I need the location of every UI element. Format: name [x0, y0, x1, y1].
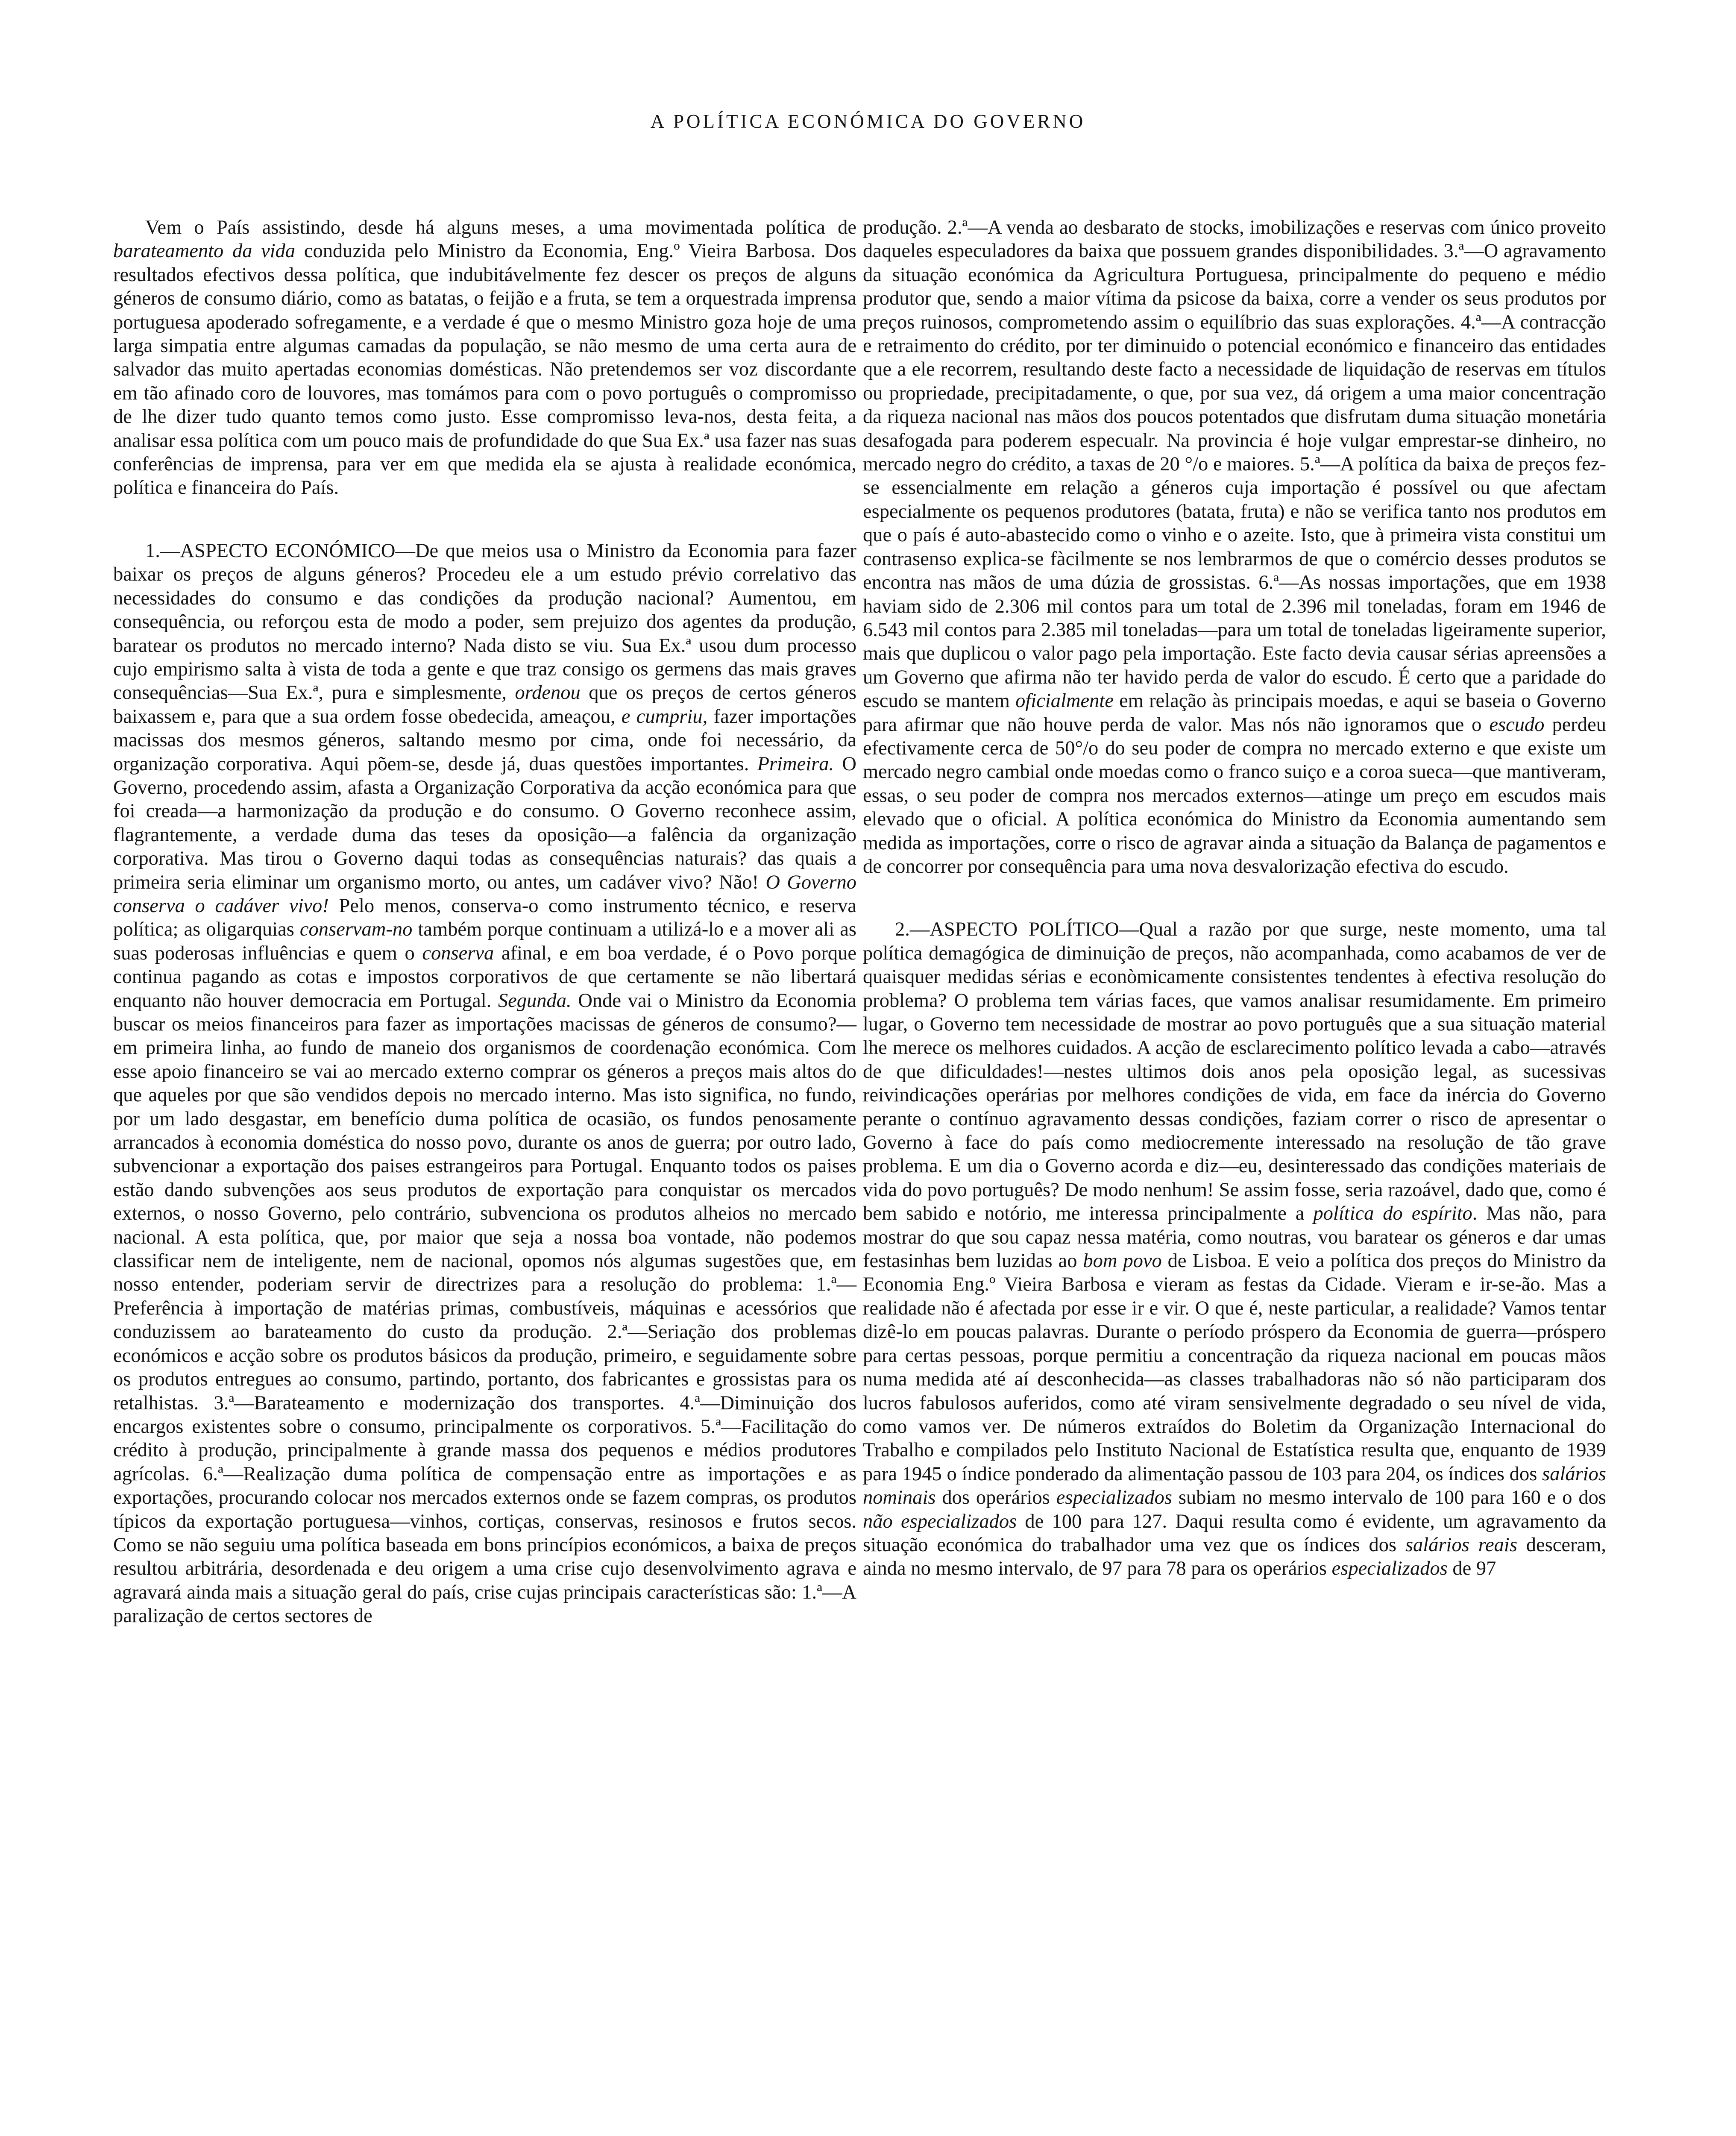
italic-text: e cumpriu — [621, 705, 703, 728]
text-run: de 97 — [1447, 1558, 1496, 1580]
italic-text: O Governo conserva o cadáver vivo! — [113, 871, 856, 917]
text-run: dos operários — [935, 1487, 1056, 1509]
paragraph-continuation — [863, 216, 1606, 878]
italic-text: especializados — [1056, 1487, 1172, 1509]
text-run: também porque continuam a utilizá-lo e a mover ali as suas poderosas influências e quem o — [113, 918, 856, 964]
italic-text: conservam-no — [299, 918, 413, 941]
text-run: Pelo menos, conserva-o como instrumento técnico, e reserva política; as oligarquias — [113, 895, 856, 941]
text-run: Onde vai o Ministro da Economia buscar os meios financeiros para fazer as importações macissas de géneros de consumo?—em primeira linha, ao fundo de maneio dos organismos de coordenação económica. Com esse apoio financeiro se vai ao mercado externo comprar os géneros a preços mais altos do que aqueles por que são vendidos depois no mercado interno. Mas isto significa, no fundo, por um lado desgastar, em benefício duma política de ocasião, os fundos penosamente arrancados à economia doméstica do nosso povo, durante os anos de guerra; por outro lado, subvencionar a exportação dos paises estrangeiros para Portugal. Enquanto todos os paises estão dando subvenções aos seus produtos de exportação para conquistar os mercados externos, o nosso Governo, pelo contrário, subvenciona os produtos alheios no mercado nacional. A esta política, que, por maior que seja a nossa boa vontade, não podemos classificar nem de inteligente, nem de nacional, opomos nós algumas sugestões que, em nosso entender, poderiam servir de directrizes para a resolução do problema: 1.ª—Preferência à importação de matérias primas, combustíveis, máquinas e acessórios que conduzissem ao barateamento do custo da produção. 2.ª—Seriação dos problemas económicos e acção sobre os produtos básicos da produção, primeiro, e seguidamente sobre os produtos entregues ao consumo, partindo, portanto, dos fabricantes e grossistas para os retalhistas. 3.ª—Barateamento e modernização dos transportes. 4.ª—Diminuição dos encargos existentes sobre o consumo, principalmente os corporativos. 5.ª—Facilitação do crédito à produção, principalmente à grande massa dos pequenos e médios produtores agrícolas. 6.ª—Realização duma política de compensação entre as importações e as exportações, procurando colocar nos mercados externos onde se fazem compras, os produtos típicos da exportação portuguesa—vinhos, cortiças, conservas, resinosos e frutos secos. Como se não seguiu uma política baseada em bons princípios económicos, a baixa de preços resultou arbitrária, desordenada e deu origem a uma crise cujo desenvolvimento agrava e agravará ainda mais a situação geral do país, crise cujas principais características são: 1.ª—A paralização de certos sectores de — [113, 989, 856, 1627]
paragraph-gap — [113, 500, 856, 539]
text-run: 2.—ASPECTO POLÍTICO—Qual a razão por que surge, neste momento, uma tal política demagógica de diminuição de preços, não acompanhada, como acabamos de ver de quaisquer medidas sérias e econòmicamente consistentes tendentes à efectiva resolução do problema? O problema tem várias faces, que vamos analisar resumidamente. Em primeiro lugar, o Governo tem necessidade de mostrar ao povo português que a sua situação material lhe merece os melhores cuidados. A acção de esclarecimento político levada a cabo—através de que dificuldades!—nestes ultimos dois anos pela oposição legal, as sucessivas reivindicações operárias por melhores condições de vida, em face da inércia do Governo perante o contínuo agravamento dessas condições, faziam correr o risco de apresentar o Governo à face do país como mediocremente interessado na resolução de tão grave problema. E um dia o Governo acorda e diz—eu, desinteressado das condições materiais de vida do povo português? De modo nenhum! Se assim fosse, seria razoável, dado que, como é bem sabido e notório, me interessa principalmente a — [863, 918, 1606, 1225]
right-column — [863, 216, 1606, 1581]
italic-text: especializados — [1331, 1558, 1448, 1580]
italic-text: barateamento da vida — [113, 240, 296, 262]
paragraph-gap — [863, 878, 1606, 918]
italic-text: política do espírito — [1313, 1203, 1472, 1225]
italic-text: salários nominais — [863, 1463, 1606, 1509]
italic-text: oficialmente — [1015, 690, 1114, 712]
text-run: conduzida pelo Ministro da Economia, Eng.º Vieira Barbosa. Dos resultados efectivos dessa política, que indubitávelmente fez descer os preços de alguns géneros de consumo diário, como as batatas, o feijão e a fruta, se tem a orquestrada imprensa portuguesa apoderado sofregamente, e a verdade é que o mesmo Ministro goza hoje de uma larga simpatia entre algumas camadas da população, se não mesmo de uma certa aura de salvador das muito apertadas economias domésticas. Não pretendemos ser voz discordante em tão afinado coro de louvores, mas tomámos para com o povo português o compromisso de lhe dizer tudo quanto temos como justo. Esse compromisso leva-nos, desta feita, a analisar essa política com um pouco mais de profundidade do que Sua Ex.ª usa fazer nas suas conferências de imprensa, para ver em que medida ela se ajusta à realidade económica, política e financeira do País. — [113, 240, 856, 499]
left-column — [113, 216, 856, 1628]
italic-text: bom povo — [1083, 1250, 1162, 1272]
paragraph-intro — [113, 216, 856, 500]
text-run: produção. 2.ª—A venda ao desbarato de stocks, imobilizações e reservas com único proveito daqueles especuladores da baixa que possuem grandes disponibilidades. 3.ª—O agravamento da situação económica da Agricultura Portuguesa, principalmente do pequeno e médio produtor que, sendo a maior vítima da psicose da baixa, corre a vender os seus produtos por preços ruinosos, comprometendo assim o equilíbrio das suas explorações. 4.ª—A contracção e retraimento do crédito, por ter diminuido o potencial económico e financeiro das entidades que a ele recorrem, resultando deste facto a necessidade de liquidação de reservas em títulos ou propriedade, precipitadamente, o que, por sua vez, dá origem a uma maior concentração da riqueza nacional nas mãos dos poucos potentados que disfrutam duma situação monetária desafogada para poderem especualr. Na provincia é hoje vulgar emprestar-se dinheiro, no mercado negro do crédito, a taxas de 20 °/o e maiores. 5.ª—A política da baixa de preços fez-se essencialmente em relação a géneros cuja importação é possível ou que afectam especialmente os pequenos produtores (batata, fruta) e não se verifica tanto nos produtos em que o país é auto-abastecido como o vinho e o azeite. Isto, que à primeira vista constitui um contrasenso explica-se fàcilmente se nos lembrarmos de que o comércio desses produtos se encontra nas mãos de uma dúzia de grossistas. 6.ª—As nossas importações, que em 1938 haviam sido de 2.306 mil contos para um total de 2.396 mil toneladas, foram em 1946 de 6.543 mil contos para 2.385 mil toneladas—para um total de toneladas ligeiramente superior, mais que duplicou o valor pago pela importação. Este facto devia causar sérias apreensões a um Governo que afirma não ter havido perda de valor do escudo. É certo que a paridade do escudo se mantem — [863, 217, 1606, 712]
text-run: afinal, e em boa verdade, é o Povo porque continua pagando as cotas e impostos corporativos de que certamente se não libertará enquanto não houver democracia em Portugal. — [113, 942, 856, 1012]
text-run: de Lisboa. E veio a política dos preços do Ministro da Economia Eng.º Vieira Barbosa e vieram as festas da Cidade. Vieram e ir-se-ão. Mas a realidade não é afectada por esse ir e vir. O que é, neste particular, a realidade? Vamos tentar dizê-lo em poucas palavras. Durante o período próspero da Economia de guerra—próspero para certas pessoas, porque permitiu a concentração da riqueza nacional em poucas mãos numa medida até aí desconhecida—as classes trabalhadoras não só não participaram dos lucros fabulosos auferidos, como até viram sensivelmente degradado o seu nível de vida, como vamos ver. De números extraídos do Boletim da Organização Internacional do Trabalho e compilados pelo Instituto Nacional de Estatística resulta que, enquanto de 1939 para 1945 o índice ponderado da alimentação passou de 103 para 204, os índices dos — [863, 1250, 1606, 1485]
paragraph-aspecto-economico — [113, 539, 856, 1628]
paragraph-aspecto-politico — [863, 918, 1606, 1580]
text-run: que os preços de certos géneros baixassem e, para que a sua ordem fosse obedecida, ameaçou, — [113, 682, 856, 728]
italic-text: salários reais — [1405, 1534, 1517, 1556]
italic-text: ordenou — [515, 682, 581, 704]
page-title: A POLÍTICA ECONÓMICA DO GOVERNO — [650, 111, 1086, 132]
italic-text: escudo — [1489, 713, 1545, 736]
text-run: de 100 para 127. Daqui resulta como é evidente, um agravamento da situação económica do trabalhador uma vez que os índices dos — [863, 1510, 1606, 1556]
text-run: , fazer importações macissas dos mesmos géneros, saltando mesmo por cima, onde foi necessário, da organização corporativa. Aqui põem-se, desde já, duas questões importantes. — [113, 705, 856, 775]
text-run: desceram, ainda no mesmo intervalo, de 97 para 78 para os operários — [863, 1534, 1606, 1580]
text-run: Vem o País assistindo, desde há alguns meses, a uma movimentada política de — [145, 217, 856, 238]
text-run: subiam no mesmo intervalo de 100 para 160 e o dos — [1172, 1487, 1607, 1509]
text-run: 1.—ASPECTO ECONÓMICO—De que meios usa o Ministro da Economia para fazer baixar os preços de alguns géneros? Procedeu ele a um estudo prévio correlativo das necessidades do consumo e das condições da produção nacional? Aumentou, em consequência, ou reforçou esta de modo a poder, sem prejuizo dos agentes da produção, baratear os produtos no mercado interno? Nada disto se viu. Sua Ex.ª usou dum processo cujo empirismo salta à vista de toda a gente e que traz consigo os germens das mais graves consequências—Sua Ex.ª, pura e simplesmente, — [113, 540, 856, 704]
italic-text: Segunda. — [498, 989, 572, 1012]
text-run: . Mas não, para mostrar do que sou capaz nessa matéria, como noutras, vou baratear os géneros e dar umas festasinhas bem luzidas ao — [863, 1203, 1606, 1272]
italic-text: conserva — [422, 942, 494, 964]
text-run: em relação às principais moedas, e aqui se baseia o Governo para afirmar que não houve perda de valor. Mas nós não ignoramos que o — [863, 690, 1606, 736]
italic-text: Primeira. — [757, 753, 834, 775]
italic-text: não especializados — [863, 1510, 1017, 1532]
text-run: O Governo, procedendo assim, afasta a Organização Corporativa da acção económica para que foi creada—a harmonização da produção e do consumo. O Governo reconhece assim, flagrantemente, a verdade duma das teses da oposição—a falência da organização corporativa. Mas tirou o Governo daqui todas as consequências naturais? das quais a primeira seria eliminar um organismo morto, ou antes, um cadáver vivo? Não! — [113, 753, 856, 893]
text-run: perdeu efectivamente cerca de 50°/o do seu poder de compra no mercado externo e que existe um mercado negro cambial onde moedas como o franco suiço e a coroa sueca—que mantiveram, essas, o seu poder de compra nos mercados externos—atinge um preço em escudos mais elevado que o oficial. A política económica do Ministro da Economia aumentando sem medida as importações, corre o risco de agravar ainda a situação da Balança de pagamentos e de concorrer por consequência para uma nova desvalorização efectiva do escudo. — [863, 713, 1606, 877]
